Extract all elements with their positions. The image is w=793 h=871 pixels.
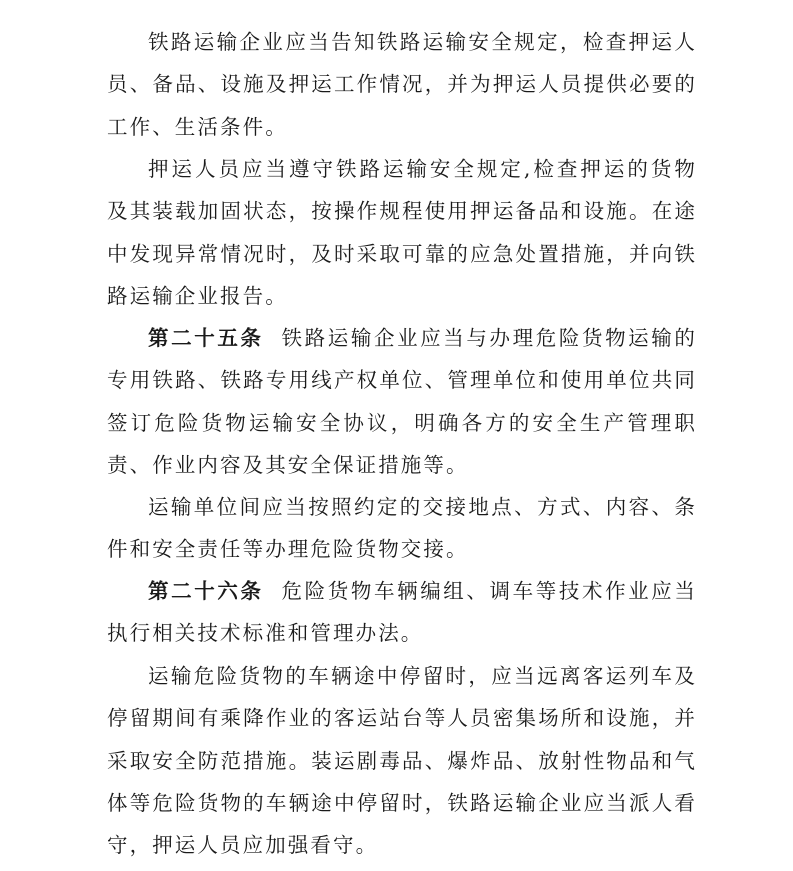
paragraph-text: 铁路运输企业应当告知铁路运输安全规定，检查押运人员、备品、设施及押运工作情况，并为押运人员提供必要的工作、生活条件。 — [107, 30, 697, 139]
paragraph-text: 危险货物车辆编组、调车等技术作业应当执行相关技术标准和管理办法。 — [107, 579, 697, 646]
paragraph-text: 运输单位间应当按照约定的交接地点、方式、内容、条件和安全责任等办理危险货物交接。 — [107, 495, 697, 562]
paragraph-escort-duties — [107, 148, 697, 317]
paragraph-escort-notification — [107, 21, 697, 148]
paragraph-text: 运输危险货物的车辆途中停留时，应当远离客运列车及停留期间有乘降作业的客运站台等人员密集场所和设施，并采取安全防范措施。装运剧毒品、爆炸品、放射性物品和气体等危险货物的车辆途中停留时，铁路运输企业应当派人看守，押运人员应加强看守。 — [107, 664, 697, 858]
paragraph-article-25 — [107, 317, 697, 486]
paragraph-handover — [107, 486, 697, 571]
article-number: 第二十六条 — [148, 579, 264, 603]
paragraph-text: 铁路运输企业应当与办理危险货物运输的专用铁路、铁路专用线产权单位、管理单位和使用单位共同签订危险货物运输安全协议，明确各方的安全生产管理职责、作业内容及其安全保证措施等。 — [107, 326, 697, 477]
paragraph-text: 押运人员应当遵守铁路运输安全规定,检查押运的货物及其装载加固状态，按操作规程使用押运备品和设施。在途中发现异常情况时，及时采取可靠的应急处置措施，并向铁路运输企业报告。 — [107, 157, 697, 308]
article-number: 第二十五条 — [148, 326, 264, 350]
paragraph-article-26 — [107, 570, 697, 655]
paragraph-vehicle-stopover — [107, 655, 697, 866]
